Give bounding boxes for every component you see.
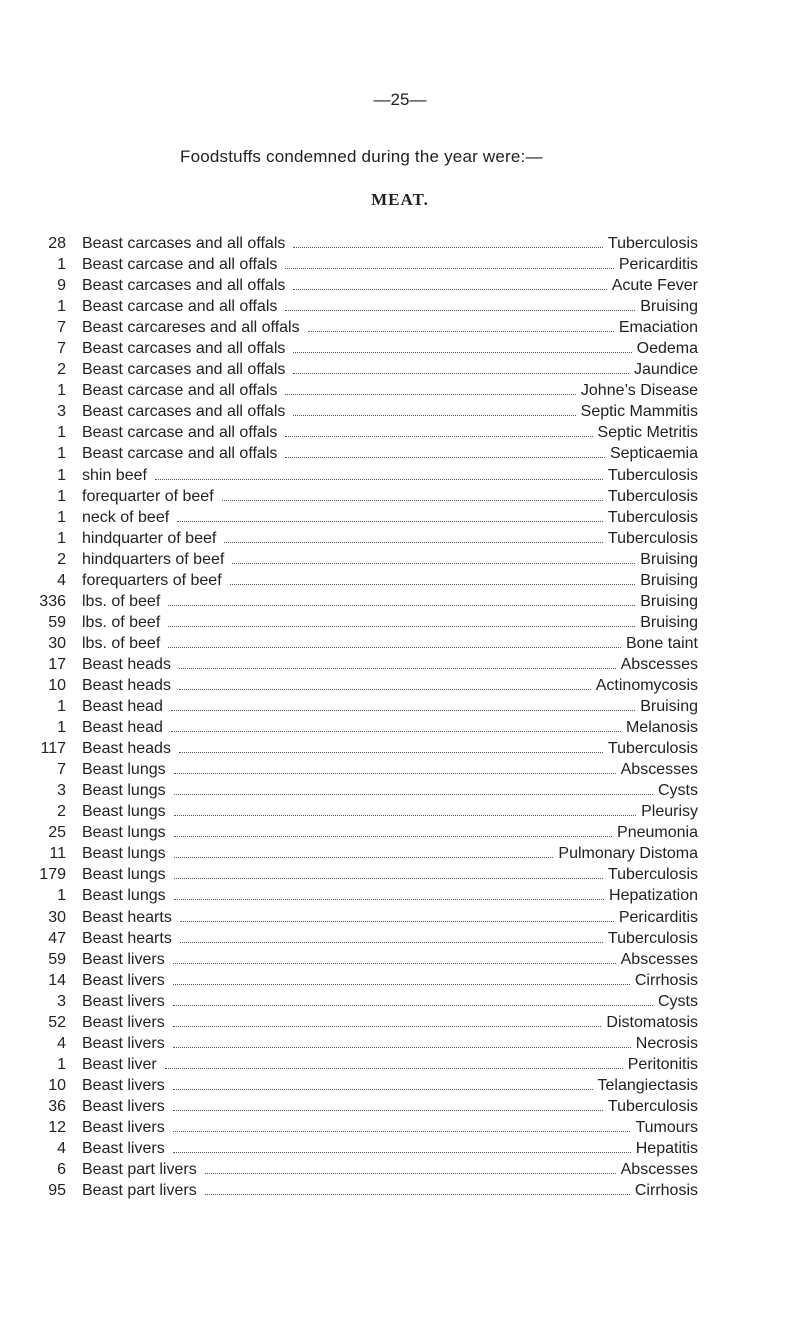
dot-leader	[230, 584, 636, 585]
condemnation-cause: Abscesses	[620, 1161, 698, 1179]
item-line	[82, 570, 698, 591]
item-description: Beast hearts	[82, 929, 172, 947]
list-item	[0, 1138, 800, 1159]
list-item	[0, 443, 800, 464]
item-line	[82, 275, 698, 296]
list-item	[0, 465, 800, 486]
condemnation-cause: Actinomycosis	[595, 676, 698, 694]
list-item	[0, 401, 800, 422]
dot-leader	[174, 878, 603, 879]
item-quantity: 6	[57, 1161, 66, 1179]
item-quantity: 30	[48, 634, 66, 652]
item-line	[82, 591, 698, 612]
item-quantity: 59	[48, 950, 66, 968]
condemnation-cause: Hepatitis	[635, 1140, 698, 1158]
item-line	[82, 1096, 698, 1117]
dot-leader	[168, 605, 635, 606]
list-item	[0, 928, 800, 949]
list-item	[0, 864, 800, 885]
item-quantity: 1	[57, 487, 66, 505]
item-description: Beast carcases and all offals	[82, 235, 286, 252]
list-item	[0, 359, 800, 380]
item-quantity: 1	[57, 508, 66, 526]
item-quantity: 3	[57, 992, 66, 1010]
dot-leader	[293, 247, 603, 248]
item-quantity: 1	[57, 719, 66, 737]
item-line	[82, 696, 698, 717]
list-item	[0, 633, 800, 654]
condemnation-cause: Telangiectasis	[597, 1076, 698, 1094]
item-description: Beast livers	[82, 1013, 165, 1031]
item-quantity: 4	[57, 571, 66, 589]
dot-leader	[205, 1173, 616, 1174]
dot-leader	[171, 731, 621, 732]
condemnation-cause: Cirrhosis	[634, 1182, 698, 1200]
item-line	[82, 738, 698, 759]
document-heading: Foodstuffs condemned during the year were:—	[180, 147, 543, 166]
item-quantity: 179	[39, 866, 66, 884]
condemnation-cause: Tuberculosis	[607, 929, 698, 947]
item-line	[82, 507, 698, 528]
item-line	[82, 928, 698, 949]
item-quantity: 3	[57, 782, 66, 800]
item-description: Beast part livers	[82, 1182, 197, 1200]
item-description: lbs. of beef	[82, 634, 161, 652]
condemnation-cause: Acute Fever	[611, 277, 698, 295]
item-description: Beast heads	[82, 655, 171, 673]
item-description: Beast livers	[82, 1140, 165, 1158]
item-line	[82, 633, 698, 654]
condemnation-cause: Pleurisy	[641, 803, 698, 821]
condemnation-cause: Septic Mammitis	[580, 403, 698, 421]
item-description: Beast carcase and all offals	[82, 445, 278, 463]
item-quantity: 11	[49, 845, 66, 863]
item-quantity: 1	[57, 382, 66, 400]
item-line	[82, 443, 698, 464]
list-item	[0, 275, 800, 296]
list-item	[0, 1033, 800, 1054]
item-quantity: 30	[48, 908, 66, 926]
condemnation-cause: Bruising	[640, 613, 698, 631]
item-description: Beast carcases and all offals	[82, 403, 286, 421]
condemnation-cause: Peritonitis	[627, 1055, 698, 1073]
item-line	[82, 864, 698, 885]
dot-leader	[174, 899, 604, 900]
item-description: Beast heads	[82, 740, 171, 758]
item-quantity: 25	[48, 824, 66, 842]
item-quantity: 2	[57, 803, 66, 821]
item-line	[82, 465, 698, 486]
item-line	[82, 1159, 698, 1180]
section-title: MEAT.	[371, 190, 429, 209]
dot-leader	[179, 752, 603, 753]
item-line	[82, 359, 698, 380]
item-quantity: 2	[57, 550, 66, 568]
list-item	[0, 296, 800, 317]
condemnation-cause: Necrosis	[635, 1034, 698, 1052]
item-line	[82, 907, 698, 928]
item-line	[82, 401, 698, 422]
list-item	[0, 1117, 800, 1138]
item-quantity: 9	[57, 277, 66, 295]
item-description: Beast heads	[82, 676, 171, 694]
dot-leader	[173, 1131, 631, 1132]
item-line	[82, 970, 698, 991]
item-description: Beast livers	[82, 1118, 165, 1136]
dot-leader	[285, 268, 613, 269]
item-quantity: 59	[48, 613, 66, 631]
item-quantity: 10	[48, 676, 66, 694]
item-quantity: 12	[48, 1118, 66, 1136]
item-description: Beast livers	[82, 1034, 165, 1052]
list-item	[0, 612, 800, 633]
dot-leader	[171, 710, 635, 711]
condemnation-cause: Bruising	[640, 550, 698, 568]
dot-leader	[285, 436, 592, 437]
item-line	[82, 233, 698, 254]
dot-leader	[179, 668, 616, 669]
list-item	[0, 654, 800, 675]
item-quantity: 1	[57, 887, 66, 905]
item-description: Beast livers	[82, 971, 165, 989]
item-line	[82, 675, 698, 696]
item-description: lbs. of beef	[82, 613, 161, 631]
item-quantity: 95	[48, 1182, 66, 1200]
list-item	[0, 970, 800, 991]
item-line	[82, 717, 698, 738]
condemnation-cause: Pneumonia	[617, 824, 698, 842]
dot-leader	[285, 394, 576, 395]
item-description: Beast carcareses and all offals	[82, 319, 300, 337]
dot-leader	[224, 542, 603, 543]
item-description: Beast carcase and all offals	[82, 424, 278, 442]
dot-leader	[173, 1089, 593, 1090]
condemnation-cause: Hepatization	[609, 887, 698, 905]
list-item	[0, 507, 800, 528]
item-description: Beast lungs	[82, 866, 166, 884]
item-description: hindquarters of beef	[82, 550, 225, 568]
item-line	[82, 422, 698, 443]
dot-leader	[293, 352, 631, 353]
list-item	[0, 1159, 800, 1180]
item-quantity: 336	[39, 592, 66, 610]
item-line	[82, 1117, 698, 1138]
condemnation-cause: Tuberculosis	[607, 466, 698, 484]
item-description: Beast head	[82, 698, 163, 716]
dot-leader	[174, 815, 636, 816]
list-item	[0, 254, 800, 275]
item-description: Beast lungs	[82, 782, 166, 800]
item-quantity: 36	[48, 1097, 66, 1115]
item-quantity: 1	[57, 445, 66, 463]
item-quantity: 14	[48, 971, 66, 989]
condemnation-cause: Cysts	[658, 782, 698, 800]
item-description: Beast carcase and all offals	[82, 298, 278, 316]
item-description: Beast head	[82, 719, 163, 737]
list-item	[0, 949, 800, 970]
dot-leader	[165, 1068, 623, 1069]
dot-leader	[174, 773, 616, 774]
list-item	[0, 717, 800, 738]
item-quantity: 28	[48, 235, 66, 252]
list-item	[0, 486, 800, 507]
list-item	[0, 675, 800, 696]
item-line	[82, 486, 698, 507]
dot-leader	[174, 836, 612, 837]
dot-leader	[155, 479, 603, 480]
condemnation-cause: Pericarditis	[618, 256, 698, 274]
item-quantity: 47	[48, 929, 66, 947]
condemnation-cause: Septicaemia	[609, 445, 698, 463]
list-item	[0, 738, 800, 759]
item-line	[82, 801, 698, 822]
item-line	[82, 549, 698, 570]
item-quantity: 17	[48, 655, 66, 673]
condemnation-cause: Emaciation	[618, 319, 698, 337]
item-line	[82, 1054, 698, 1075]
list-item	[0, 1075, 800, 1096]
dot-leader	[179, 689, 591, 690]
condemnation-cause: Distomatosis	[606, 1013, 698, 1031]
list-item	[0, 822, 800, 843]
item-quantity: 4	[57, 1034, 66, 1052]
condemnation-cause: Tuberculosis	[607, 529, 698, 547]
dot-leader	[173, 984, 630, 985]
condemnation-cause: Tumours	[635, 1118, 698, 1136]
list-item	[0, 570, 800, 591]
item-quantity: 117	[40, 740, 66, 758]
dot-leader	[173, 1110, 603, 1111]
condemnation-cause: Pulmonary Distoma	[558, 845, 698, 863]
condemnation-cause: Bruising	[640, 571, 698, 589]
dot-leader	[168, 647, 621, 648]
list-item	[0, 549, 800, 570]
item-description: neck of beef	[82, 508, 170, 526]
condemnation-cause: Abscesses	[620, 761, 698, 779]
item-line	[82, 885, 698, 906]
item-line	[82, 1138, 698, 1159]
list-item	[0, 233, 800, 254]
item-quantity: 1	[57, 256, 66, 274]
list-item	[0, 696, 800, 717]
dot-leader	[293, 289, 606, 290]
item-description: Beast lungs	[82, 845, 166, 863]
item-quantity: 10	[48, 1076, 66, 1094]
dot-leader	[174, 857, 554, 858]
item-description: forequarters of beef	[82, 571, 222, 589]
item-description: forequarter of beef	[82, 487, 214, 505]
list-item	[0, 338, 800, 359]
dot-leader	[173, 1152, 631, 1153]
item-description: Beast lungs	[82, 887, 166, 905]
item-description: Beast carcase and all offals	[82, 382, 278, 400]
item-line	[82, 1075, 698, 1096]
dot-leader	[173, 963, 616, 964]
item-line	[82, 528, 698, 549]
item-line	[82, 949, 698, 970]
condemnation-cause: Cysts	[658, 992, 698, 1010]
item-quantity: 2	[57, 361, 66, 379]
item-quantity: 4	[57, 1140, 66, 1158]
item-line	[82, 296, 698, 317]
item-line	[82, 843, 698, 864]
list-item	[0, 317, 800, 338]
condemnation-cause: Pericarditis	[618, 908, 698, 926]
list-item	[0, 1180, 800, 1201]
dot-leader	[180, 921, 614, 922]
condemnation-cause: Tuberculosis	[607, 508, 698, 526]
dot-leader	[222, 500, 603, 501]
condemnation-cause: Abscesses	[620, 655, 698, 673]
item-quantity: 7	[57, 319, 66, 337]
condemnation-cause: Tuberculosis	[607, 487, 698, 505]
condemnation-cause: Abscesses	[620, 950, 698, 968]
condemnation-cause: Jaundice	[633, 361, 698, 379]
item-line	[82, 338, 698, 359]
list-item	[0, 1054, 800, 1075]
item-quantity: 1	[57, 529, 66, 547]
item-description: Beast lungs	[82, 824, 166, 842]
item-line	[82, 254, 698, 275]
item-description: Beast carcases and all offals	[82, 361, 286, 379]
item-description: lbs. of beef	[82, 592, 161, 610]
condemned-foodstuffs-list	[0, 233, 800, 1201]
condemnation-cause: Bruising	[640, 698, 698, 716]
list-item	[0, 422, 800, 443]
item-quantity: 3	[57, 403, 66, 421]
dot-leader	[232, 563, 635, 564]
item-description: Beast part livers	[82, 1161, 197, 1179]
condemnation-cause: Bruising	[640, 298, 698, 316]
list-item	[0, 1096, 800, 1117]
list-item	[0, 759, 800, 780]
item-line	[82, 380, 698, 401]
item-line	[82, 822, 698, 843]
item-description: Beast livers	[82, 1097, 165, 1115]
item-description: Beast carcases and all offals	[82, 340, 286, 358]
list-item	[0, 528, 800, 549]
item-description: Beast livers	[82, 992, 165, 1010]
condemnation-cause: Septic Metritis	[597, 424, 698, 442]
condemnation-cause: Bruising	[640, 592, 698, 610]
list-item	[0, 1012, 800, 1033]
condemnation-cause: Melanosis	[625, 719, 698, 737]
item-line	[82, 759, 698, 780]
dot-leader	[293, 373, 629, 374]
list-item	[0, 885, 800, 906]
item-quantity: 52	[48, 1013, 66, 1031]
item-description: Beast livers	[82, 950, 165, 968]
list-item	[0, 380, 800, 401]
list-item	[0, 801, 800, 822]
condemnation-cause: Bone taint	[625, 634, 698, 652]
item-quantity: 7	[57, 340, 66, 358]
item-description: Beast lungs	[82, 803, 166, 821]
item-description: Beast hearts	[82, 908, 172, 926]
dot-leader	[308, 331, 614, 332]
dot-leader	[173, 1026, 602, 1027]
item-line	[82, 991, 698, 1012]
condemnation-cause: Tuberculosis	[607, 1097, 698, 1115]
item-line	[82, 1012, 698, 1033]
dot-leader	[205, 1194, 630, 1195]
item-quantity: 1	[57, 424, 66, 442]
dot-leader	[285, 457, 605, 458]
condemnation-cause: Tuberculosis	[607, 866, 698, 884]
item-quantity: 7	[57, 761, 66, 779]
item-description: Beast carcase and all offals	[82, 256, 278, 274]
dot-leader	[174, 794, 653, 795]
condemnation-cause: Cirrhosis	[634, 971, 698, 989]
item-description: Beast carcases and all offals	[82, 277, 286, 295]
item-quantity: 1	[57, 698, 66, 716]
dot-leader	[293, 415, 575, 416]
dot-leader	[173, 1047, 631, 1048]
list-item	[0, 591, 800, 612]
item-description: Beast liver	[82, 1055, 157, 1073]
dot-leader	[177, 521, 603, 522]
condemnation-cause: Oedema	[636, 340, 698, 358]
list-item	[0, 780, 800, 801]
item-description: Beast lungs	[82, 761, 166, 779]
item-description: hindquarter of beef	[82, 529, 217, 547]
item-line	[82, 780, 698, 801]
item-quantity: 1	[57, 466, 66, 484]
item-quantity: 1	[57, 1055, 66, 1073]
page-number: —25—	[373, 90, 427, 109]
item-line	[82, 654, 698, 675]
item-quantity: 1	[57, 298, 66, 316]
item-description: shin beef	[82, 466, 147, 484]
dot-leader	[173, 1005, 653, 1006]
condemnation-cause: Tuberculosis	[607, 740, 698, 758]
item-line	[82, 1180, 698, 1201]
list-item	[0, 843, 800, 864]
item-description: Beast livers	[82, 1076, 165, 1094]
condemnation-cause: Tuberculosis	[607, 235, 698, 252]
condemnation-cause: Johne’s Disease	[580, 382, 698, 400]
list-item	[0, 907, 800, 928]
list-item	[0, 991, 800, 1012]
dot-leader	[180, 942, 603, 943]
dot-leader	[168, 626, 635, 627]
item-line	[82, 317, 698, 338]
item-line	[82, 612, 698, 633]
item-line	[82, 1033, 698, 1054]
dot-leader	[285, 310, 635, 311]
